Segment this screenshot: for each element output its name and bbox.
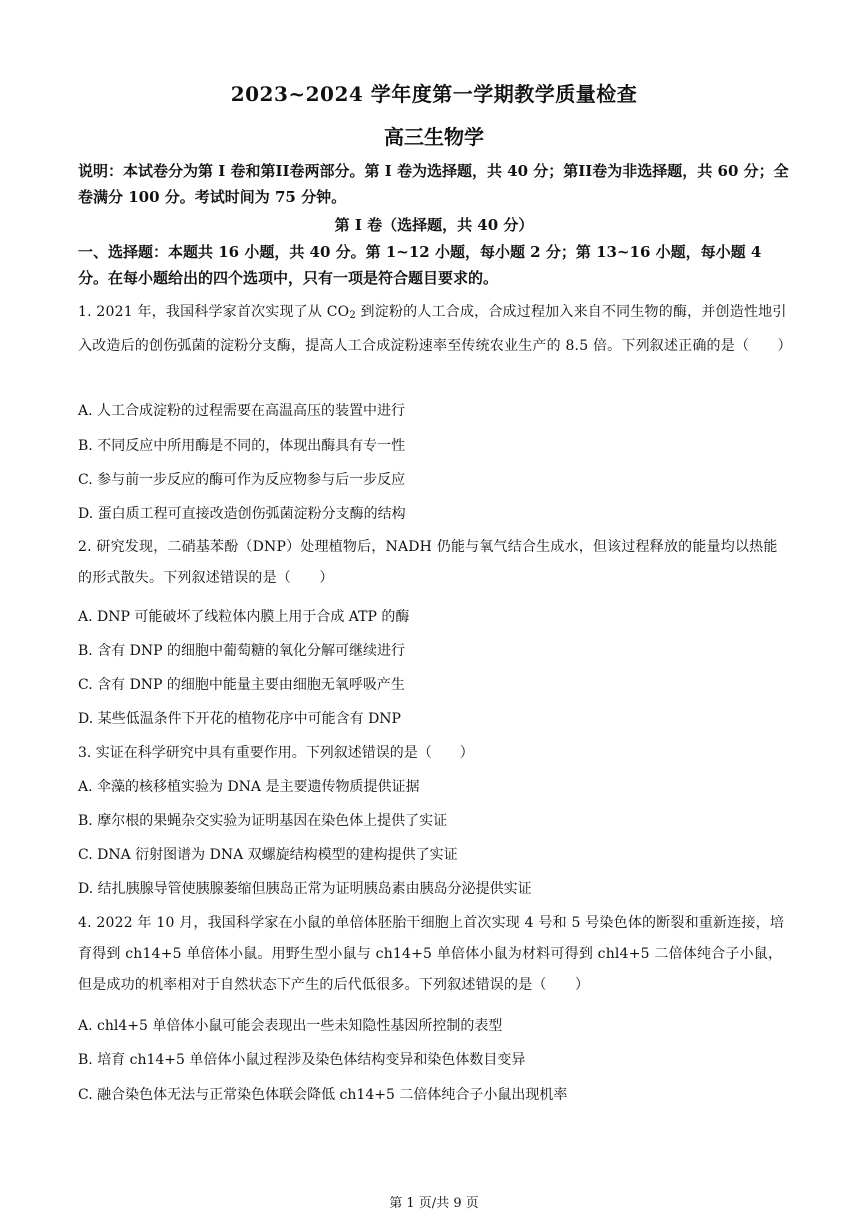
question-1-option-d: D. 蛋白质工程可直接改造创伤弧菌淀粉分支酶的结构 — [78, 506, 406, 522]
question-1-stem-start: 1. 2021 年，我国科学家首次实现了从 CO — [78, 304, 350, 320]
question-3-stem: 3. 实证在科学研究中具有重要作用。下列叙述错误的是（ ） — [78, 745, 474, 761]
question-2-option-c: C. 含有 DNP 的细胞中能量主要由细胞无氧呼吸产生 — [78, 677, 405, 693]
question-2-option-d: D. 某些低温条件下开花的植物花序中可能含有 DNP — [78, 711, 401, 727]
question-4-stem: 4. 2022 年 10 月，我国科学家在小鼠的单倍体胚胎干细胞上首次实现 4 号和 5 号染色体的断裂和重新连接，培育得到 ch14+5 单倍体小鼠。用野生型小鼠与 ch14+5 单倍体小鼠为材料可得到 chl4+5 二倍体纯合子小鼠，但是成功的机率相对于自然状态下产生的后代低很多。下列叙述错误的是（ ） — [78, 915, 785, 993]
question-2-stem: 2. 研究发现，二硝基苯酚（DNP）处理植物后，NADH 仍能与氧气结合生成水，但该过程释放的能量均以热能的形式散失。下列叙述错误的是（ ） — [78, 539, 778, 586]
question-1-stem — [78, 297, 790, 362]
question-1-option-c: C. 参与前一步反应的酶可作为反应物参与后一步反应 — [78, 472, 406, 488]
exam-instructions: 说明：本试卷分为第 I 卷和第II卷两部分。第 I 卷为选择题，共 40 分；第II卷为非选择题，共 60 分；全卷满分 100 分。考试时间为 75 分钟。 — [78, 162, 789, 206]
question-3-option-a: A. 伞藻的核移植实验为 DNA 是主要遗传物质提供证据 — [78, 779, 420, 795]
question-3-option-d: D. 结扎胰腺导管使胰腺萎缩但胰岛正常为证明胰岛素由胰岛分泌提供实证 — [78, 881, 532, 897]
page-footer: 第 1 页/共 9 页 — [389, 1196, 479, 1211]
question-1-option-a: A. 人工合成淀粉的过程需要在高温高压的装置中进行 — [78, 403, 406, 419]
question-1-stem-end: 到淀粉的人工合成，合成过程加入来自不同生物的酶，并创造性地引入改造后的创伤弧菌的淀粉分支酶，提高人工合成淀粉速率至传统农业生产的 8.5 倍。下列叙述正确的是（ ） — [78, 304, 792, 354]
question-4-option-c: C. 融合染色体无法与正常染色体联会降低 ch14+5 二倍体纯合子小鼠出现机率 — [78, 1087, 568, 1103]
exam-title: 2023~2024 学年度第一学期教学质量检查 — [230, 82, 638, 106]
section-title: 第 I 卷（选择题，共 40 分） — [334, 216, 534, 234]
question-3-option-b: B. 摩尔根的果蝇杂交实验为证明基因在染色体上提供了实证 — [78, 813, 448, 829]
exam-subtitle: 高三生物学 — [384, 125, 484, 149]
question-4-option-a: A. chl4+5 单倍体小鼠可能会表现出一些未知隐性基因所控制的表型 — [78, 1018, 503, 1034]
exam-page — [78, 0, 790, 1227]
question-2-option-a: A. DNP 可能破坏了线粒体内膜上用于合成 ATP 的酶 — [78, 609, 410, 625]
question-4-option-b: B. 培育 ch14+5 单倍体小鼠过程涉及染色体结构变异和染色体数目变异 — [78, 1052, 526, 1068]
question-3-option-c: C. DNA 衍射图谱为 DNA 双螺旋结构模型的建构提供了实证 — [78, 847, 458, 863]
co2-subscript: 2 — [349, 310, 356, 321]
part-heading: 一、选择题：本题共 16 小题，共 40 分。第 1~12 小题，每小题 2 分；第 13~16 小题，每小题 4 分。在每小题给出的四个选项中，只有一项是符合题目要求的。 — [78, 243, 762, 287]
question-2-option-b: B. 含有 DNP 的细胞中葡萄糖的氧化分解可继续进行 — [78, 643, 405, 659]
question-1-option-b: B. 不同反应中所用酶是不同的，体现出酶具有专一性 — [78, 438, 406, 454]
